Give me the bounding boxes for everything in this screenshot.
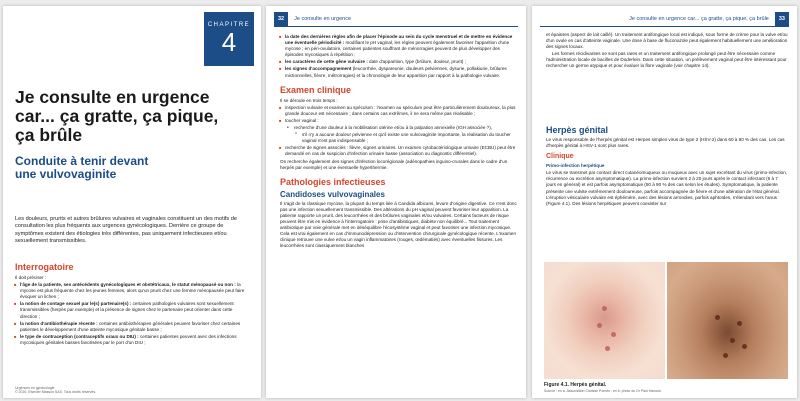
paragraph: Les formes récidivantes ne sont pas rares et un traitement antifongique prolongé peut être nécessaire comme l'administration locale de bacilles de Doderlein. Dans cette situation, un prélèvement vaginal peut être intéressant pour rechercher un germe atypique et pour évaluer la flore vaginale (voir chapitre 14). xyxy=(546,51,787,69)
page-right xyxy=(532,6,797,398)
subsection-heading-candidoses: Candidoses vulvovaginales xyxy=(280,189,385,199)
running-title: Je consulte en urgence car... ça gratte, ça pique, ça brûle xyxy=(629,16,769,22)
chapter-title: Je consulte en urgence car... ça gratte, ça pique, ça brûle xyxy=(15,87,219,145)
chapter-badge xyxy=(204,12,254,66)
list-item: ■ les signes d'accompagnement (leucorrhée, dyspareunie, douleurs pelviennes, dysurie, pollakiurie, brûlures mictionnelles, fièvre, métrorragies) et la chronologie de leur apparition par rapport à la pathologie vulvaire. xyxy=(280,66,518,78)
copyright-footer: Urgences en gynécologie © 2020, Elsevier Masson SAS. Tous droits réservés. xyxy=(15,386,97,395)
chapter-label: CHAPITRE xyxy=(207,22,251,28)
subsection-heading-herpes: Herpès génital xyxy=(546,125,609,135)
section-heading: Interrogatoire xyxy=(15,262,74,272)
page-body-top xyxy=(546,32,788,71)
page-number: 33 xyxy=(775,12,789,26)
figure-caption: Figure 4.1. Herpès génital. xyxy=(544,382,607,388)
candidoses-text: Il s'agit de la classique mycose, la plupart du temps liée à Candida albicans, levure d'origine digestive. Ce n'est donc pas une infection sexuellement transmissible. Des altérations du pH vaginal peuvent favoriser leur apparition. La patiente rapporte un prurit, des leucorrhées et des brûlures vaginales et/ou vulvaires. Certains facteurs de risque peuvent être mis en évidence à l'interrogatoire : prise d'antibiotiques, diabète non équilibré... Tout traitement antibiotique par voie générale met en déséquilibre l'écosystème vaginal et peut favoriser une infection mycosique. Cela est vrai également en cas d'immunodépression ou d'intervention chirurgicale gynécologique récente. L'examen clinique retrouve une vulve et/ou un vagin inflammatoires (rouges, œdématiés) avec éventuelles fissures. Les leucorrhées sont classiquement blanches xyxy=(280,200,517,249)
herpes-section xyxy=(546,123,788,208)
primo-text: Le virus se transmet par contact direct cutanéomuqueux ou muqueux avec un sujet excrétant du virus (primo-infection, récurrence ou excrétion asymptomatique). La primo-infection survient 2 à 20 jours après le contact infectant (6 à 7 jours en général) et est parfois asymptomatique (50 à 90 % des cas selon les études). Symptomatique, la patiente présente une vulvite extrêmement douloureuse, parfois accompagnée de fièvre et d'une altération de l'état général. L'éruption vésiculaire vulvaire est éphémère, avec des lésions arrondies, parfois aphtoïdes, s'étendant vers l'anus (Figure 4.1). Des lésions herpétiques peuvent coexister sur xyxy=(546,170,788,206)
primo-heading: Primo-infection herpétique xyxy=(546,163,605,169)
running-title: Je consulte en urgence xyxy=(294,16,351,22)
chapter-subtitle: Conduite à tenir devant une vulvovaginite xyxy=(15,154,149,181)
list-item: ■ l'âge de la patiente, ses antécédents gynécologiques et obstétricaux, le statut ménopausé ou non : la mycose est plus fréquente chez les jeunes femmes, alors qu'un prurit chez une femme ménopausée peut faire évoquer un lichen ; xyxy=(15,282,251,300)
exam-note: On recherche également des signes d'infection locorégionale (adénopathies inguino-crurales dans le cadre d'un herpès par exemple) et une éventuelle hyperthermie. xyxy=(280,158,508,170)
list-subitem: ° s'il n'y a aucune douleur pelvienne et qu'il existe une vulvovaginite importante, la réalisation du toucher vaginal n'est pas indispensable ; xyxy=(280,132,518,144)
figure-4-1 xyxy=(544,262,788,379)
list-subitem: • recherche d'une douleur à la mobilisation utérine et/ou à la palpation annexielle (IGH associée ?), xyxy=(280,125,518,131)
list-item: ■ le type de contraception (contraceptifs oraux ou DIU) : certaines patientes peuvent avec des infections mycosiques génitales basses favorisées par le port d'un DIU ; xyxy=(15,334,251,346)
page-number: 32 xyxy=(274,12,288,26)
intro-paragraph: Les douleurs, prurits et autres brûlures vulvaires et vaginales constituent un des motifs de consultation les plus fréquents aux urgences gynécologiques. Derrière ce groupe de symptômes existent des étiologies très différentes, pas uniquement infectieuses et/ou sexuellement transmissibles. xyxy=(15,216,238,244)
figure-source: Source : en a. Association Clarisse Pomès ; en b. photo du Dr Paul Hanouk. xyxy=(544,389,662,393)
section-heading-pathologies: Pathologies infectieuses xyxy=(280,176,386,187)
list-item: ■ la date des dernières règles afin de placer l'épisode au sein du cycle menstruel et de mettre en évidence une éventuelle périodicité : modifiant le pH vaginal, les règles peuvent également favoriser l'apparition d'une mycose ; en péri-ovulatoire, certaines patientes souffrant de ménorragies peuvent de plus développer des épisodes mycosiques à répétition ; xyxy=(280,34,518,58)
running-header xyxy=(540,12,789,27)
clinical-photo-a xyxy=(544,262,665,379)
page-left xyxy=(3,6,261,398)
list-item: ■ inspection vulvaire et examen au spéculum : l'examen au spéculum peut être particulièrement douloureux, la plus grande douceur est nécessaire ; dans certains cas extrêmes, il ne sera même pas réalisable ; xyxy=(280,105,518,117)
list-item: ■ la notion de contage sexuel par le(s) partenaire(s) : certaines pathologies vulvaires sont sexuellement transmissibles (herpès par exemple) et la présence de signes chez le partenaire peut orienter dans cette direction ; xyxy=(15,301,251,319)
list-item: ■ la notion d'antibiothérapie récente : certaines antibiothérapies générales peuvent favoriser chez certaines patientes le développement d'une atteinte mycosique génitale basse ; xyxy=(15,321,251,333)
interrogatoire-section xyxy=(15,262,251,347)
exam-intro: Il se déroule en trois temps : xyxy=(280,97,338,103)
page-body xyxy=(280,34,518,250)
page-middle xyxy=(266,6,526,398)
list-item: ■ les caractères de cette gêne vulvaire : date d'apparition, type (brûlure, douleur, prurit) ; xyxy=(280,59,518,65)
clinical-photo-b xyxy=(667,262,788,379)
list-item: ■ toucher vaginal : xyxy=(280,118,518,124)
section-heading-examen: Examen clinique xyxy=(280,84,352,95)
paragraph: et épaisses (aspect de lait caillé). Un traitement antifongique local est indiqué, sous forme de crème pour la vulve et/ou d'un ovule en cas d'atteinte vaginale. Une dose à base de fluconazole peut également habituellement une amélioration des signes locaux. xyxy=(546,32,788,50)
clinique-heading: Clinique xyxy=(546,153,574,161)
chapter-number: 4 xyxy=(221,27,237,57)
running-header xyxy=(274,12,518,27)
herpes-text: Le virus responsable de l'herpès génital est Herpes simplex virus de type 2 (HSV-2) dans 60 à 80 % des cas. Les cas d'herpès génital à HSV-1 sont plus rares. xyxy=(546,137,785,149)
section-intro: Il doit préciser : xyxy=(15,275,47,280)
list-item: ■ recherche de signes associés : fièvre, signes urinaires. Un examen cytobactériologique urinaire (ECBU) peut être demandé en cas de suspicion d'infection urinaire basse (association ou diagnostic différentiel). xyxy=(280,145,518,157)
